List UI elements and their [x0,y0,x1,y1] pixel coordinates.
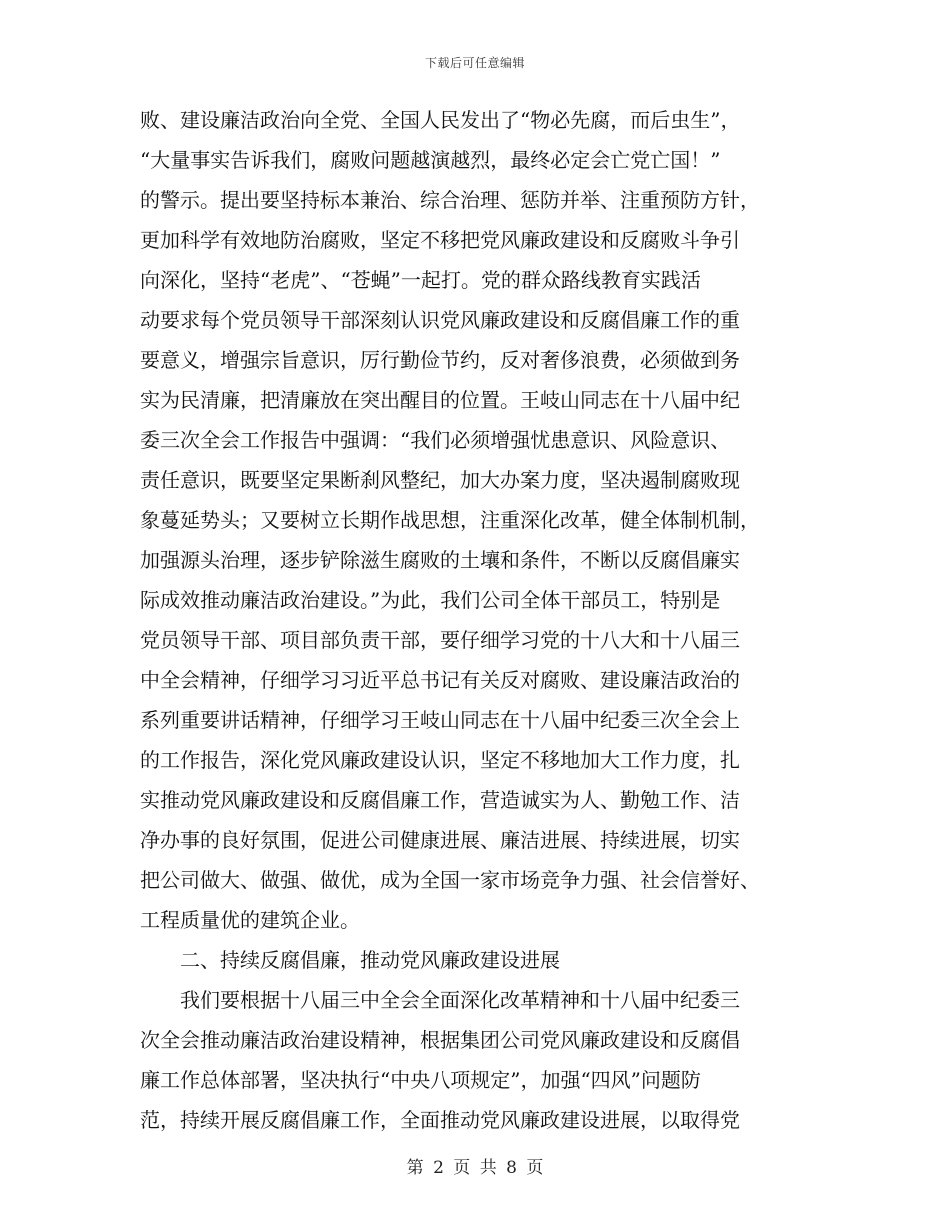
body-line: 更加科学有效地防治腐败，坚定不移把党风廉政建设和反腐败斗争引 [140,228,740,252]
document-body [140,100,810,1140]
body-line: 实为民清廉，把清廉放在突出醒目的位置。王岐山同志在十八届中纪 [140,388,740,412]
body-line: 我们要根据十八届三中全会全面深化改革精神和十八届中纪委三 [180,988,740,1012]
body-line: 系列重要讲话精神，仔细学习王岐山同志在十八届中纪委三次全会上 [140,708,740,732]
body-line: 的警示。提出要坚持标本兼治、综合治理、惩防并举、注重预防方针， [140,188,760,212]
body-line: 工程质量优的建筑企业。 [140,908,360,932]
page-header: 下载后可任意编辑 [424,56,525,70]
body-line: 的工作报告，深化党风廉政建设认识，坚定不移地加大工作力度，扎 [140,748,740,772]
body-line: 要意义，增强宗旨意识，厉行勤俭节约，反对奢侈浪费，必须做到务 [140,348,740,372]
body-line: 向深化，坚持“老虎”、“苍蝇”一起打。党的群众路线教育实践活 [140,268,701,292]
body-line: 败、建设廉洁政治向全党、全国人民发出了“物必先腐，而后虫生”， [140,108,741,132]
body-line: 范，持续开展反腐倡廉工作，全面推动党风廉政建设进展，以取得党 [140,1108,740,1132]
body-line: 实推动党风廉政建设和反腐倡廉工作，营造诚实为人、勤勉工作、洁 [140,788,740,812]
body-line: 净办事的良好氛围，促进公司健康进展、廉洁进展、持续进展，切实 [140,828,740,852]
body-line: 加强源头治理，逐步铲除滋生腐败的土壤和条件，不断以反腐倡廉实 [140,548,740,572]
body-line: 际成效推动廉洁政治建设。”为此，我们公司全体干部员工，特别是 [140,588,721,612]
body-line: 廉工作总体部署，坚决执行“中央八项规定”，加强“四风”问题防 [140,1068,701,1092]
body-line: 中全会精神，仔细学习习近平总书记有关反对腐败、建设廉洁政治的 [140,668,740,692]
body-line: “大量事实告诉我们，腐败问题越演越烈，最终必定会亡党亡国！” [140,148,721,172]
body-line: 象蔓延势头；又要树立长期作战思想，注重深化改革，健全体制机制， [140,508,760,532]
body-line: 次全会推动廉洁政治建设精神，根据集团公司党风廉政建设和反腐倡 [140,1028,740,1052]
section-heading: 二、持续反腐倡廉，推动党风廉政建设进展 [180,948,560,972]
body-line: 把公司做大、做强、做优，成为全国一家市场竞争力强、社会信誉好、 [140,868,760,892]
page-number-footer: 第 2 页 共 8 页 [406,1158,544,1178]
body-line: 委三次全会工作报告中强调：“我们必须增强忧患意识、风险意识、 [140,428,731,452]
body-line: 党员领导干部、项目部负责干部，要仔细学习党的十八大和十八届三 [140,628,740,652]
body-line: 责任意识，既要坚定果断刹风整纪，加大办案力度，坚决遏制腐败现 [140,468,740,492]
body-line: 动要求每个党员领导干部深刻认识党风廉政建设和反腐倡廉工作的重 [140,308,740,332]
